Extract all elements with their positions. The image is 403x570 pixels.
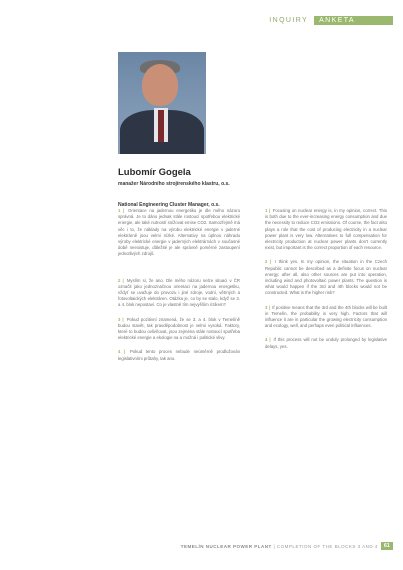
answer-cz-1 [118,208,240,258]
answer-text: Pokud pozitivní znamená, že se 3. a 4. blok v Temelíně budou stavět, tak pravděpodobnost je velmi vysoká. Faktory, které to budou ovlivňovat, jsou zejména stále rostoucí spotřeba elektrické energie a ekologie na a možná i politické vlivy. [118,316,240,341]
answer-text: Pokud tento proces nebude neúměrně prodlužován legislativními průtahy, tak ano. [118,349,240,361]
footer-plant: TEMELÍN NUCLEAR POWER PLANT [180,543,272,549]
answer-number: 2 | [265,259,272,265]
portrait-face [142,64,178,106]
answer-number: 3 | [118,316,124,322]
footer-title [181,544,378,549]
answer-cz-3 [118,317,240,342]
portrait-tie [158,110,164,142]
section-tag: ANKETA [314,16,393,25]
answer-en-3 [265,305,387,330]
section-label: INQUIRY [269,16,309,24]
answer-number: 1 | [265,208,271,213]
page-header [269,15,393,25]
page-number: 61 [381,542,393,550]
answer-en-2 [265,259,387,296]
person-name: Lubomír Gogela [118,167,191,178]
answer-en-1 [265,208,387,251]
answer-en-4 [265,337,387,349]
answers-czech-column [118,208,240,362]
answer-text: Orientace na jadernou energetiku je dle mého názoru správná. Je to dáno jednak stále rostoucí spotřebou elektrické energie, ale také nutností snižovat emise CO2. Samozřejmě má věc i to, že náklady na výrobu elektrické energie v jaderné elektrárně jsou velmi nízké. Alternativy na úplnou náhradu výroby elektrické energie v jaderných elektrárnách v současné době neexistuje, důležité je ale správně poměrné zastoupení jednotlivých zdrojů. [118,208,240,257]
person-role-en: National Engineering Cluster Manager, o.s. [118,202,220,208]
answer-number: 2 | [118,277,124,283]
page-footer [181,542,393,550]
person-role-cz: manažer Národního strojírenského klastru, o.s. [118,181,230,187]
answers-english-column [265,208,387,350]
answer-number: 4 | [265,337,271,343]
answer-text: Focusing on nuclear energy is, in my opinion, correct. This is both due to the ever-increasing energy consumption and due the necessity to reduce CO2 emissions. Of course, the fact also plays a role that the cost of producing electricity in a nuclear power plant is very low. Alternatives to full compensation for electricity production at nuclear power plants don't currently exist, but important is the correct proportion of each resource. [265,208,387,251]
footer-subtitle: | COMPLETION OF THE BLOCKS 3 AND 4 [273,543,378,549]
answer-text: If this process will not be unduly prolonged by legislative delays, yes. [265,337,388,349]
portrait-photo [118,52,206,154]
answer-number: 3 | [265,304,270,310]
answer-number: 4 | [118,349,126,355]
answer-text: Myslím si, že ano. Dle mého názoru nelze situaci v ČR označit jako jednoznačnou orientaci na jadernou energetiku, vždyť se uvažuje do provozu i jiné zdroje, vodní, větrných a fotovoltaických elektráren. Otázka je, co by se stalo, když se 3. a 4. blok nepostaví. Co je vlastně tím nejvyšším rizikem? [118,277,240,308]
answer-cz-4 [118,349,240,361]
answer-number: 1 | [118,208,125,213]
answer-text: If positive means that the 3rd and the 4th blocks will be built in Temelín, the probability is very high. Factors that will influence it are in particular the growing electricity consumption and ecology, well, and perhaps even political influences. [265,304,387,329]
answer-text: I think yes. In my opinion, the situation in the Czech Republic cannot be described as a definite focus on nuclear energy; after all, also other sources are put into operation, including wind and photovoltaic power plants. The question is what would happen if the 3rd and 4th blocks would not be constructed. What is the higher risk? [265,259,387,296]
answer-cz-2 [118,278,240,309]
